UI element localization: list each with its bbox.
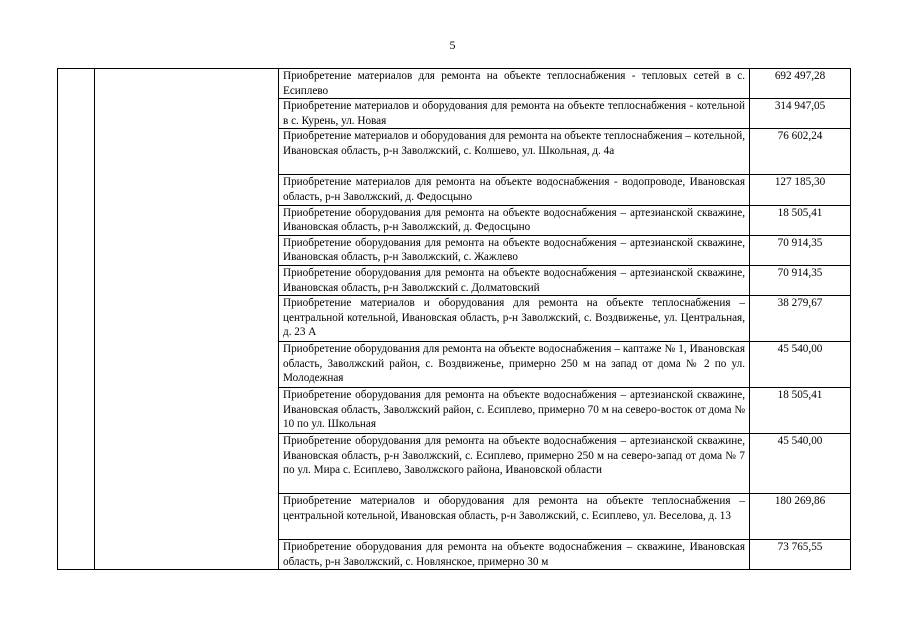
description-cell: Приобретение оборудования для ремонта на объекте водоснабжения – артезианской скважине, Ивановская область, р-н Заволжский, д. Федосцыно [279,205,750,235]
description-cell: Приобретение оборудования для ремонта на объекте водоснабжения – артезианской скважине, Ивановская область, р-н Заволжский с. Долматовский [279,265,750,295]
description-cell: Приобретение материалов и оборудования для ремонта на объекте теплоснабжения – центральной котельной, Ивановская область, р-н Заволжский, с. Воздвиженье, ул. Центральная, д. 23 А [279,296,750,342]
amount-cell: 38 279,67 [750,296,851,342]
index-column-cell [58,69,95,570]
description-cell: Приобретение материалов для ремонта на объекте теплоснабжения - тепловых сетей в с. Есиплево [279,69,750,99]
amount-cell: 18 505,41 [750,388,851,434]
description-cell: Приобретение оборудования для ремонта на объекте водоснабжения – артезианской скважине, Ивановская область, Заволжский район, с. Есиплево, примерно 70 м на северо-восток от дома № 10 по ул. Школьная [279,388,750,434]
description-cell: Приобретение материалов для ремонта на объекте водоснабжения - водопроводе, Ивановская область, р-н Заволжский, д. Федосцыно [279,175,750,205]
description-cell: Приобретение оборудования для ремонта на объекте водоснабжения – скважине, Ивановская область, р-н Заволжский, с. Новлянское, примерно 30 м [279,540,750,570]
amount-cell: 45 540,00 [750,434,851,494]
amount-cell: 76 602,24 [750,129,851,175]
amount-cell: 180 269,86 [750,494,851,540]
amount-cell: 127 185,30 [750,175,851,205]
amount-cell: 70 914,35 [750,235,851,265]
amount-cell: 70 914,35 [750,265,851,295]
description-cell: Приобретение оборудования для ремонта на объекте водоснабжения – каптаже № 1, Ивановская область, Заволжский район, с. Воздвиженье, примерно 250 м на запад от дома № 2 по ул. Молодежная [279,342,750,388]
amount-cell: 45 540,00 [750,342,851,388]
amount-cell: 18 505,41 [750,205,851,235]
description-cell: Приобретение материалов и оборудования для ремонта на объекте теплоснабжения – центральной котельной, Ивановская область, р-н Заволжский, с. Есиплево, ул. Веселова, д. 13 [279,494,750,540]
budget-table [57,68,851,570]
recipient-column-cell [95,69,279,570]
table-row [58,69,851,99]
description-cell: Приобретение оборудования для ремонта на объекте водоснабжения – артезианской скважине, Ивановская область, р-н Заволжский, с. Есиплево, примерно 250 м на северо-запад от дома № 7 по ул. Мира с. Есиплево, Заволжского района, Ивановской области [279,434,750,494]
amount-cell: 73 765,55 [750,540,851,570]
description-cell: Приобретение материалов и оборудования для ремонта на объекте теплоснабжения – котельной, Ивановская область, р-н Заволжский, с. Колшево, ул. Школьная, д. 4а [279,129,750,175]
page-number: 5 [449,38,456,52]
amount-cell: 314 947,05 [750,99,851,129]
description-cell: Приобретение материалов и оборудования для ремонта на объекте теплоснабжения - котельной в с. Курень, ул. Новая [279,99,750,129]
description-cell: Приобретение оборудования для ремонта на объекте водоснабжения – артезианской скважине, Ивановская область, р-н Заволжский, с. Жажлево [279,235,750,265]
amount-cell: 692 497,28 [750,69,851,99]
